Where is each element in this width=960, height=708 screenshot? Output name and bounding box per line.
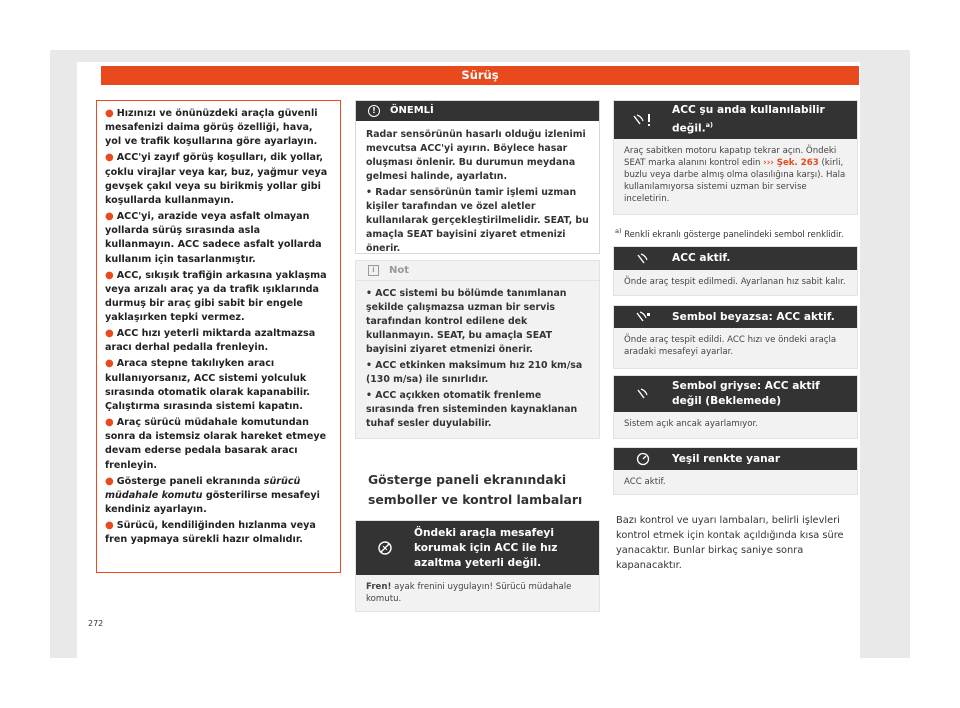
indicator-body: Önde araç tespit edildi. ACC hızı ve öndeki araçla aradaki mesafeyi ayarlar. <box>624 335 837 357</box>
note-icon: i <box>368 265 379 276</box>
closing-paragraph: Bazı kontrol ve uyarı lambaları, belirli işlevleri kontrol etmek için kontak açıldığında kısa süre yanacaktır. Bunlar birkaç saniye sonra kapanacaktır. <box>616 515 844 571</box>
warning-bullet <box>105 357 332 414</box>
warning-emphasis: sürücü müdahale komutu <box>105 475 301 501</box>
bullet-dot: • <box>366 288 376 299</box>
indicator-box-grey <box>613 375 858 439</box>
warning-box <box>96 100 341 573</box>
footnote <box>615 225 860 240</box>
page-number: 272 <box>88 619 104 628</box>
warning-bullet-text: ACC, sıkışık trafiğin arkasına yaklaşma veya arızalı araç ya da trafik ışıklarında durmuş bir araç gibi sabit bir engele yaklaşırken tepki vermez. <box>105 269 327 324</box>
note-title: Not <box>389 264 410 276</box>
bullet-dot: ● <box>105 328 114 340</box>
chapter-header: Sürüş <box>101 66 859 85</box>
warning-bullet-text: Araç sürücü müdahale komutundan sonra da istemsiz olarak hareket etmeye devam ederse pedala basarak aracı frenleyin. <box>105 417 327 471</box>
warning-bullet-text: ACC'yi, arazide veya asfalt olmayan yollarda sürüş sırasında asla kullanmayın. ACC sadece asfalt yollarda kullanım için tasarlanmıştır. <box>105 211 322 265</box>
note-bullet-text: ACC sistemi bu bölümde tanımlanan şekilde çalışmazsa uzman bir servis tarafından kontrol edilene dek kullanmayın. SEAT, bu amaçla SEAT bayisini ziyaret etmenizi önerir. <box>366 288 567 355</box>
warning-bullet-text: Hızınızı ve önünüzdeki araçla güvenli mesafenizi daima görüş özelliği, hava, yol ve trafik koşullarına göre ayarlayın. <box>105 108 318 148</box>
warning-bullet-text: Araca stepne takılıyken aracı kullanıyorsanız, ACC sistemi yolculuk sırasında otomatik olarak kapanabilir. Çalıştırma sırasında sistemi kapatın. <box>105 358 311 413</box>
indicator-body: Sistem açık ancak ayarlamıyor. <box>624 419 758 429</box>
indicator-header <box>356 521 599 575</box>
indicator-header <box>614 376 857 412</box>
bullet-dot: ● <box>105 358 114 370</box>
indicator-box-green <box>613 447 858 495</box>
important-bullet <box>366 186 589 256</box>
indicator-body <box>614 139 857 211</box>
bullet-dot: ● <box>105 211 114 223</box>
indicator-header <box>614 247 857 270</box>
warning-bullet-text: Gösterge paneli ekranında <box>116 475 264 487</box>
indicator-box-white <box>613 305 858 369</box>
bullet-dot: • <box>366 390 376 401</box>
bullet-dot: ● <box>105 152 114 164</box>
note-bullet <box>366 287 589 357</box>
bullet-dot: ● <box>105 269 114 281</box>
footnote-mark: a) <box>615 227 622 235</box>
important-header <box>356 101 599 121</box>
warning-bullet <box>105 519 332 547</box>
bullet-dot: ● <box>105 417 114 429</box>
bullet-dot: ● <box>105 108 114 119</box>
acc-icon <box>614 253 672 265</box>
warning-bullet <box>105 416 332 473</box>
indicator-title: ACC aktif. <box>672 252 731 264</box>
acc-warning-icon <box>614 113 672 127</box>
indicator-title <box>672 103 852 137</box>
note-bullet-text: ACC açıkken otomatik frenleme sırasında fren sisteminden kaynaklanan tuhaf sesler duyulabilir. <box>366 390 578 429</box>
indicator-header <box>614 306 857 328</box>
important-box <box>355 100 600 254</box>
acc-vehicle-icon <box>614 311 672 323</box>
indicator-body: ACC aktif. <box>624 477 666 487</box>
indicator-title: Sembol griyse: ACC aktif değil (Beklemede) <box>672 380 820 407</box>
note-box <box>355 260 600 439</box>
indicator-body: Önde araç tespit edilmedi. Ayarlanan hız sabit kalır. <box>624 277 846 287</box>
indicator-title-text: ACC şu anda kullanılabilir değil. <box>672 104 825 135</box>
footnote-ref: a) <box>705 121 713 130</box>
indicator-header <box>614 101 857 139</box>
warning-bullet <box>105 107 332 150</box>
important-title: ÖNEMLİ <box>390 105 434 116</box>
warning-bullet-text: ACC hızı yeterli miktarda azaltmazsa aracı derhal pedalla frenleyin. <box>105 328 316 354</box>
note-bullet-text: ACC etkinken maksimum hız 210 km/sa (130 m/sa) ile sınırlıdır. <box>366 360 583 385</box>
section-title: Gösterge paneli ekranındaki semboller ve kontrol lambaları <box>368 472 583 507</box>
warning-bullet <box>105 210 332 267</box>
footnote-text: Renkli ekranlı gösterge panelindeki sembol renklidir. <box>624 228 844 239</box>
warning-bullet <box>105 269 332 326</box>
brake-label: Fren! <box>366 582 392 592</box>
note-header <box>356 261 599 281</box>
indicator-text: (kirli, buzlu veya darbe almış olma olasılığına karşı). Hala kullanılamıyorsa sistemi uzman bir servise inceletirin. <box>624 158 846 204</box>
note-body <box>356 281 599 431</box>
acc-standby-icon <box>614 388 672 400</box>
indicator-body <box>356 575 599 611</box>
indicator-title: Sembol beyazsa: ACC aktif. <box>672 310 835 323</box>
important-paragraph: Radar sensörünün hasarlı olduğu izlenimi mevcutsa ACC'yi ayırın. Böylece hasar oluşması önlenir. Bu durumun meydana gelmesi halinde, ayarlatın. <box>366 129 586 182</box>
important-body <box>356 121 599 256</box>
acc-intervention-icon <box>356 540 414 556</box>
warning-bullet <box>105 327 332 355</box>
warning-bullet-text: gösterilirse mesafeyi kendiniz ayarlayın. <box>105 489 320 516</box>
info-circle-icon: ! <box>368 105 380 117</box>
warning-bullet <box>105 151 332 208</box>
warning-bullet <box>105 475 332 518</box>
indicator-text: Araç sabitken motoru kapatıp tekrar açın. Öndeki SEAT marka alanını kontrol edin <box>624 146 837 168</box>
warning-bullet-text: Sürücü, kendiliğinden hızlanma veya fren yapmaya sürekli hazır olmalıdır. <box>105 520 316 546</box>
note-bullet <box>366 359 589 387</box>
indicator-box-brake <box>355 520 600 612</box>
bullet-dot: • <box>366 360 376 371</box>
indicator-text: ayak frenini uygulayın! Sürücü müdahale komutu. <box>366 582 572 604</box>
indicator-header <box>614 448 857 470</box>
note-bullet <box>366 389 589 431</box>
indicator-box-unavailable <box>613 100 858 215</box>
speedometer-icon <box>614 452 672 466</box>
bullet-dot: ● <box>105 475 114 487</box>
indicator-box-active <box>613 246 858 296</box>
indicator-title: Öndeki araçla mesafeyi korumak için ACC ile hız azaltma yeterli değil. <box>414 526 558 569</box>
bullet-dot: ● <box>105 520 114 532</box>
bullet-dot: • <box>366 187 376 198</box>
important-bullet-text: Radar sensörünün tamir işlemi uzman kişiler tarafından ve özel aletler kullanılarak gerçekleştirilmelidir. SEAT, bu amaçla SEAT bayisini ziyaret etmenizi önerir. <box>366 187 589 254</box>
warning-bullet-text: ACC'yi zayıf görüş koşulları, dik yollar, çoklu virajlar veya kar, buz, yağmur veya gevşek çakıl veya su birikmiş yollar gibi koşullarda kullanmayın. <box>105 152 328 207</box>
indicator-title: Yeşil renkte yanar <box>672 452 781 465</box>
figure-link[interactable]: ››› Şek. 263 <box>763 158 819 168</box>
